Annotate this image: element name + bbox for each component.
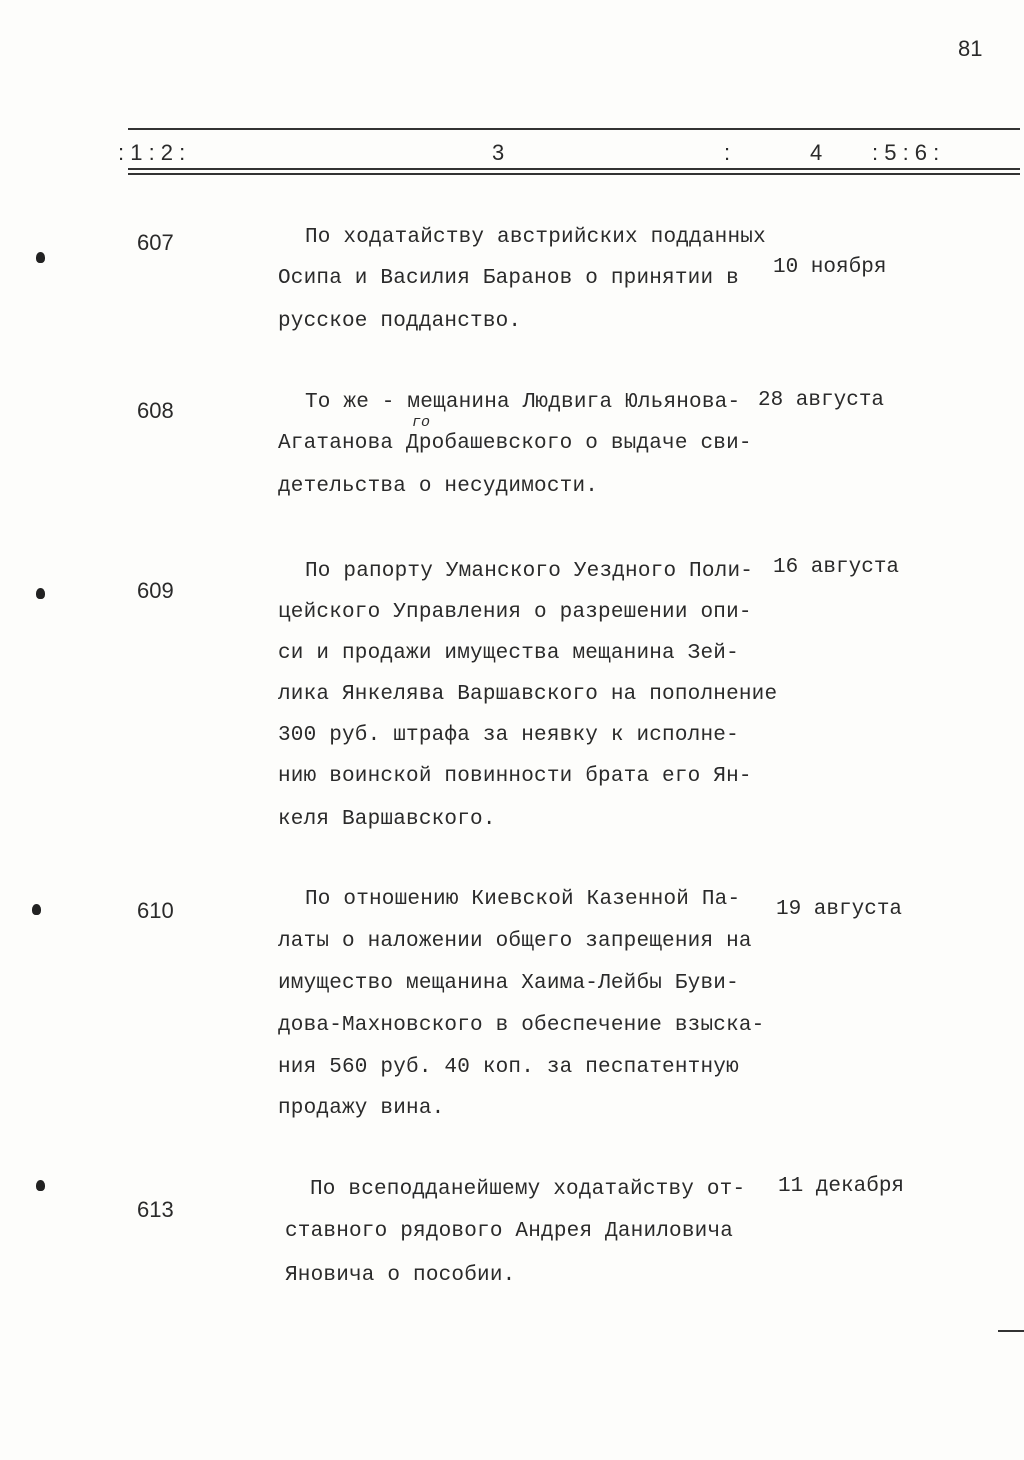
entry-text-line: По всеподданейшему ходатайству от- bbox=[310, 1178, 746, 1201]
header-separator: : bbox=[724, 140, 731, 165]
entry-number: 609 bbox=[137, 578, 174, 603]
margin-mark bbox=[32, 904, 41, 915]
margin-mark bbox=[36, 1180, 45, 1191]
entry-number: 613 bbox=[137, 1197, 174, 1222]
header-col-4: 4 bbox=[810, 140, 823, 165]
entry-text-line: латы о наложении общего запрещения на bbox=[278, 930, 752, 953]
margin-mark bbox=[36, 252, 45, 263]
entry-number: 607 bbox=[137, 230, 174, 255]
entry-text-line: келя Варшавского. bbox=[278, 808, 496, 831]
entry-text-line: То же - мещанина Людвига Юльянова- bbox=[305, 391, 741, 414]
entry-date: 10 ноября bbox=[773, 256, 887, 279]
entry-number: 610 bbox=[137, 898, 174, 923]
entry-text-line: По рапорту Уманского Уездного Поли- bbox=[305, 560, 754, 583]
header-col-1-2: : 1 : 2 : bbox=[118, 140, 186, 165]
entry-date: 16 августа bbox=[773, 556, 900, 579]
entry-text-line: Осипа и Василия Баранов о принятии в bbox=[278, 267, 739, 290]
entry-text-line: Яновича о пособии. bbox=[285, 1264, 516, 1287]
page-number: 81 bbox=[958, 36, 983, 61]
margin-stroke bbox=[998, 1330, 1024, 1332]
entry-text-line: русское подданство. bbox=[278, 310, 522, 333]
entry-text-line: ставного рядового Андрея Даниловича bbox=[285, 1220, 734, 1243]
header-col-5-6: : 5 : 6 : bbox=[872, 140, 940, 165]
entry-text-line: нию воинской повинности брата его Ян- bbox=[278, 765, 752, 788]
header-bottom-rule bbox=[128, 168, 1020, 170]
entry-text-line: По отношению Киевской Казенной Па- bbox=[305, 888, 741, 911]
entry-text-line: По ходатайству австрийских подданных bbox=[305, 226, 766, 249]
entry-number: 608 bbox=[137, 398, 174, 423]
entry-text-line: ния 560 руб. 40 коп. за песпатентную bbox=[278, 1056, 739, 1079]
entry-text-line: детельства о несудимости. bbox=[278, 475, 599, 498]
entry-text-line: продажу вина. bbox=[278, 1097, 445, 1120]
entry-text-line: лика Янкелява Варшавского на пополнение bbox=[278, 683, 778, 706]
entry-text-line: Агатанова Дробашевского о выдаче сви- bbox=[278, 432, 752, 455]
entry-text-line: цейского Управления о разрешении опи- bbox=[278, 601, 752, 624]
handwritten-annotation: го bbox=[412, 414, 431, 431]
entry-text-line: си и продажи имущества мещанина Зей- bbox=[278, 642, 739, 665]
margin-mark bbox=[36, 588, 45, 599]
entry-text-line: 300 руб. штрафа за неявку к исполне- bbox=[278, 724, 739, 747]
header-top-rule bbox=[128, 128, 1020, 130]
entry-date: 19 августа bbox=[776, 898, 903, 921]
entry-text-line: дова-Махновского в обеспечение взыска- bbox=[278, 1014, 765, 1037]
entry-text-line: имущество мещанина Хаима-Лейбы Буви- bbox=[278, 972, 739, 995]
entry-date: 28 августа bbox=[758, 389, 885, 412]
header-bottom-rule-2 bbox=[128, 173, 1020, 175]
entry-date: 11 декабря bbox=[778, 1175, 905, 1198]
header-col-3: 3 bbox=[492, 140, 505, 165]
